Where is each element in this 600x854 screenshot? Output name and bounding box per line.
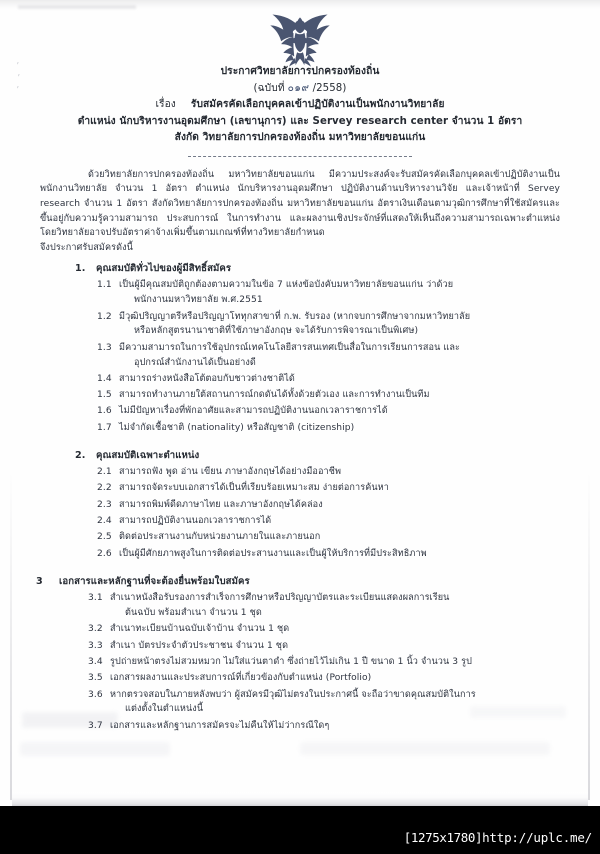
item-text: เป็นผู้มีศักยภาพสูงในการติดต่อประสานงานและเป็นผู้ให้บริการที่มีประสิทธิภาพ <box>119 548 427 559</box>
section-heading <box>75 262 600 277</box>
list-item <box>75 421 600 436</box>
margin-pen-mark: ʼ <box>16 86 19 96</box>
section-number: 2. <box>75 449 86 461</box>
section-item-list <box>36 591 600 733</box>
section-number: 1. <box>75 262 86 274</box>
item-number: 3.2 <box>88 624 103 635</box>
item-text: ติดต่อประสานงานกับหน่วยงานภายในและภายนอก <box>119 532 321 543</box>
list-item <box>75 547 600 562</box>
list-item <box>75 341 600 371</box>
item-line-1: มีความสามารถในการใช้อุปกรณ์เทคโนโลยีสารสนเทศเป็นสื่อในการเรียนการสอน และ <box>119 342 460 353</box>
list-item <box>75 372 600 387</box>
subject-text: รับสมัครคัดเลือกบุคคลเข้าปฏิบัติงานเป็นพนักงานวิทยาลัย <box>190 99 445 111</box>
section-number: 3 <box>36 575 43 587</box>
item-number: 1.4 <box>97 373 112 384</box>
item-number: 3.5 <box>88 673 103 684</box>
item-number: 3.3 <box>88 640 103 651</box>
item-text <box>119 278 600 308</box>
item-number: 2.1 <box>97 467 112 478</box>
item-number: 1.1 <box>97 280 112 291</box>
item-line-1: สำเนาหนังสือรับรองการสำเร็จการศึกษาหรือปริญญาบัตรและระเบียนแสดงผลการเรียน <box>110 593 450 604</box>
list-item <box>75 465 600 480</box>
item-number: 1.6 <box>97 406 112 417</box>
list-item <box>36 622 600 637</box>
section-item-list <box>75 465 600 561</box>
margin-pen-mark: ʼ <box>17 74 20 84</box>
list-item <box>36 591 600 621</box>
list-item <box>75 404 600 419</box>
paper-noise <box>20 742 170 756</box>
announcement-title: ประกาศวิทยาลัยการปกครองท้องถิ่น <box>220 66 380 77</box>
section-heading <box>75 449 600 464</box>
item-number: 3.6 <box>88 689 103 700</box>
item-text: สามารถปฏิบัติงานนอกเวลาราชการได้ <box>119 516 272 527</box>
item-number: 1.5 <box>97 390 112 401</box>
emblem-container <box>0 0 600 62</box>
item-line-2: หรือหลักสูตรนานาชาติที่ใช้ภาษาอังกฤษ จะได้รับการพิจารณาเป็นพิเศษ) <box>134 326 419 337</box>
item-text <box>110 591 600 621</box>
section-specific-qualifications <box>0 449 600 562</box>
preamble-paragraph: ด้วยวิทยาลัยการปกครองท้องถิ่น มหาวิทยาลัยขอนแก่น มีความประสงค์จะรับสมัครคัดเลือกบุคคลเข้าปฏิบัติงานเป็นพนักงานวิทยาลัย จำนวน 1 อัตรา ตำแหน่ง นักบริหารงานอุดมศึกษา ปฏิบัติงานด้านบริหารงานวิจัย และเจ้าหน้าที่ Servey research จำนวน 1 อัตรา สังกัดวิทยาลัยการปกครองท้องถิ่น มหาวิทยาลัยขอนแก่น อัตราเงินเดือนตามวุฒิการศึกษาที่ใช้สมัครและขึ้นอยู่กับความรู้ความสามารถ ประสบการณ์ ในการทำงาน และผลงานเชิงประจักษ์ที่แสดงให้เห็นถึงความสามารถเฉพาะตำแหน่ง โดยวิทยาลัยอาจปรับอัตราค่าจ้างเพิ่มขึ้นตามเกณฑ์ที่ทางวิทยาลัยกำหนด <box>40 169 560 239</box>
item-line-2: อุปกรณ์สำนักงานได้เป็นอย่างดี <box>134 357 256 368</box>
item-line-2: แต่งตั้งในตำแหน่งนี้ <box>125 704 204 715</box>
image-dimensions: [1275x1780] <box>403 830 483 845</box>
item-text: สามารถทำงานภายใต้สถานการณ์กดดันได้ทั้งด้วยตัวเอง และการทำงานเป็นทีม <box>119 390 430 401</box>
issue-number: ๐๑๙ <box>287 82 310 94</box>
section-title: เอกสารและหลักฐานที่จะต้องยื่นพร้อมใบสมัคร <box>59 575 250 587</box>
issue-number-line <box>0 81 600 98</box>
list-item <box>75 310 600 340</box>
paper-noise <box>300 742 550 755</box>
section-item-list <box>75 278 600 435</box>
item-number: 1.7 <box>97 422 112 433</box>
section-general-qualifications <box>0 262 600 436</box>
item-text: สามารถพิมพ์ดีดภาษาไทย และภาษาอังกฤษได้คล่อง <box>119 499 323 510</box>
affiliation-line: สังกัด วิทยาลัยการปกครองท้องถิ่น มหาวิทยาลัยขอนแก่น <box>174 132 426 144</box>
item-number: 2.6 <box>97 548 112 559</box>
item-text: ไม่มีปัญหาเรื่องที่พักอาศัยและสามารถปฏิบัติงานนอกเวลาราชการได้ <box>119 406 388 417</box>
list-item <box>75 388 600 403</box>
item-number: 3.4 <box>88 656 103 667</box>
item-text <box>110 688 600 718</box>
list-item <box>36 671 600 686</box>
list-item <box>36 719 600 734</box>
issue-year: /2558) <box>312 82 347 94</box>
preamble-closing: จึงประกาศรับสมัครดังนี้ <box>40 243 133 254</box>
issue-prefix: (ฉบับที่ <box>253 82 285 94</box>
item-text: สามารถร่างหนังสือโต้ตอบกับชาวต่างชาติได้ <box>119 373 295 384</box>
item-text <box>119 310 600 340</box>
list-item <box>36 688 600 718</box>
source-url: http://uplc.me/ <box>482 830 592 845</box>
item-number: 2.2 <box>97 483 112 494</box>
item-number: 2.5 <box>97 532 112 543</box>
section-required-documents <box>0 575 600 734</box>
item-number: 3.1 <box>88 593 103 604</box>
subject-label: เรื่อง <box>155 99 176 111</box>
item-line-1: เป็นผู้มีคุณสมบัติถูกต้องตามความในข้อ 7 แห่งข้อบังคับมหาวิทยาลัยขอนแก่น ว่าด้วย <box>119 280 454 291</box>
item-text: เอกสารผลงานและประสบการณ์ที่เกี่ยวข้องกับตำแหน่ง (Portfolio) <box>110 673 372 684</box>
item-line-2: พนักงานมหาวิทยาลัย พ.ศ.2551 <box>134 295 263 306</box>
item-text <box>119 341 600 371</box>
horizontal-divider <box>188 156 412 157</box>
list-item <box>36 639 600 654</box>
item-line-1: หากตรวจสอบในภายหลังพบว่า ผู้สมัครมีวุฒิไม่ตรงในประกาศนี้ จะถือว่าขาดคุณสมบัติในการ <box>110 689 476 700</box>
item-text: สำเนาทะเบียนบ้านฉบับเจ้าบ้าน จำนวน 1 ชุด <box>110 624 290 635</box>
item-line-2: ต้นฉบับ พร้อมสำเนา จำนวน 1 ชุด <box>125 607 262 618</box>
viewer-footer-bar <box>0 806 600 854</box>
section-title: คุณสมบัติทั่วไปของผู้มีสิทธิ์สมัคร <box>96 262 232 274</box>
list-item <box>75 514 600 529</box>
item-text: ไม่จำกัดเชื้อชาติ (nationality) หรือสัญชาติ (citizenship) <box>119 422 355 433</box>
list-item <box>36 655 600 670</box>
list-item <box>75 498 600 513</box>
position-line: ตำแหน่ง นักบริหารงานอุดมศึกษา (เลขานุการ) และ Servey research center จำนวน 1 อัตรา <box>77 115 523 127</box>
page-edge-left <box>10 470 12 800</box>
item-text: สามารถฟัง พูด อ่าน เขียน ภาษาอังกฤษได้อย่างมืออาชีพ <box>119 467 342 478</box>
item-text: สำเนา บัตรประจำตัวประชาชน จำนวน 1 ชุด <box>110 640 289 651</box>
item-number: 1.3 <box>97 342 112 353</box>
item-number: 2.3 <box>97 499 112 510</box>
garuda-emblem <box>263 13 337 71</box>
item-text: รูปถ่ายหน้าตรงไม่สวมหมวก ไม่ใส่แว่นตาดำ ซึ่งถ่ายไว้ไม่เกิน 1 ปี ขนาด 1 นิ้ว จำนวน 3 รูป <box>110 656 472 667</box>
list-item <box>75 481 600 496</box>
preamble-block <box>40 168 560 256</box>
list-item <box>75 530 600 545</box>
title-block <box>0 64 600 147</box>
item-number: 3.7 <box>88 720 103 731</box>
list-item <box>75 278 600 308</box>
margin-pen-mark: ʼ <box>16 62 19 72</box>
item-line-1: มีวุฒิปริญญาตรีหรือปริญญาโททุกสาขาที่ ก.พ. รับรอง (หากจบการศึกษาจากมหาวิทยาลัย <box>119 311 471 322</box>
section-heading <box>36 575 600 590</box>
item-number: 1.2 <box>97 311 112 322</box>
item-number: 2.4 <box>97 516 112 527</box>
page-edge-right <box>588 470 590 800</box>
item-text: สามารถจัดระบบเอกสารได้เป็นที่เรียบร้อยเหมาะสม ง่ายต่อการค้นหา <box>119 483 389 494</box>
item-text: เอกสารและหลักฐานการสมัครจะไม่คืนให้ไม่ว่ากรณีใดๆ <box>110 720 330 731</box>
footer-watermark <box>404 830 592 845</box>
section-title: คุณสมบัติเฉพาะตำแหน่ง <box>96 449 200 461</box>
subject-line <box>0 97 600 114</box>
page-edge-bottom <box>12 792 588 806</box>
